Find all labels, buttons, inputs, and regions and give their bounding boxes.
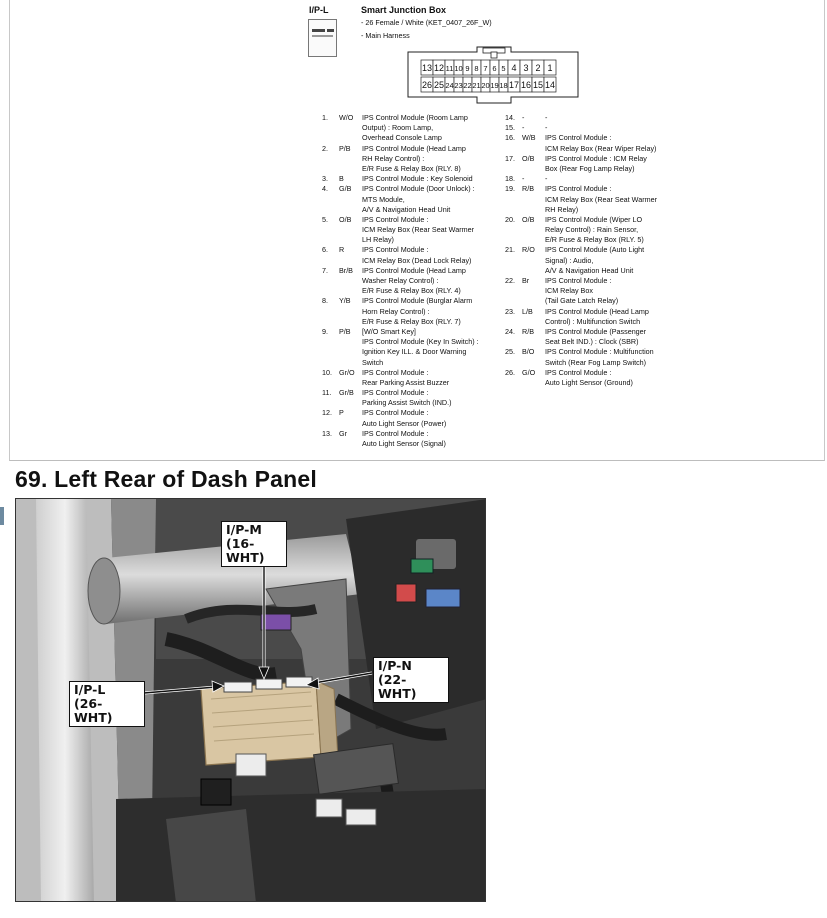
pin-row [322,154,507,164]
callout-ip-n [373,657,449,703]
pin-description: Auto Light Sensor (Power) [362,418,447,428]
pin-description: RH Relay) [545,204,579,214]
pin-row [505,307,695,317]
pin-number: 7 [483,64,488,73]
wire-color: Gr [339,428,347,438]
pin-description: A/V & Navigation Head Unit [362,204,451,214]
pin-row [322,133,507,143]
pin-num: 18. [505,174,515,184]
pin-num: 25. [505,347,515,357]
pin-number: 18 [499,81,508,90]
pin-num: 15. [505,123,515,133]
pin-row [322,429,507,439]
pin-description: Switch [362,357,384,367]
pin-row [322,123,507,133]
pin-description: IPS Control Module : [545,133,612,143]
wire-color: W/O [339,113,354,122]
pin-description: IPS Control Module : Key Solenoid [362,174,473,184]
pin-description: IPS Control Module (Wiper LO [545,214,643,224]
wire-color: - [522,174,525,184]
pin-description: IPS Control Module (Head Lamp [362,143,466,153]
pin-description: IPS Control Module : [545,184,612,194]
pin-num: 23. [505,306,515,316]
pin-description: Relay Control) : Rain Sensor, [545,225,639,235]
pin-row [322,164,507,174]
pin-description: Horn Relay Control) : [362,306,430,316]
pin-description: ICM Relay Box (Rear Seat Warmer [545,194,657,204]
pin-description: IPS Control Module : [545,367,612,377]
pin-description: IPS Control Module (Auto Light [545,245,645,255]
pin-table-right [505,113,695,388]
callout-ip-m [221,521,287,567]
pin-row [322,327,507,337]
pin-row [505,327,695,337]
pin-row [505,133,695,143]
pin-row [505,378,695,388]
pin-number: 9 [465,64,470,73]
page-edge-marker [0,507,4,525]
wire-color: G/B [339,184,352,194]
pin-description: ICM Relay Box (Rear Seat Warmer [362,225,474,235]
pin-num: 12. [322,408,332,418]
pin-description: IPS Control Module (Head Lamp [545,306,649,316]
pin-description: Parking Assist Switch (IND.) [362,398,452,408]
pin-num: 6. [322,245,328,255]
pin-number: 24 [445,81,454,90]
pin-row [322,225,507,235]
callout-ip-l [69,681,145,727]
pin-num: 5. [322,214,328,224]
pin-row [505,205,695,215]
pin-row [322,317,507,327]
pin-description: IPS Control Module : Multifunction [545,347,654,357]
pin-row [505,174,695,184]
pin-num: 20. [505,214,515,224]
pin-description: RH Relay Control) : [362,153,425,163]
connector-harness: - Main Harness [361,31,410,40]
pin-description: - [545,174,548,184]
pin-row [505,368,695,378]
wire-color: L/B [522,306,533,316]
pin-num: 1. [322,113,328,122]
pin-row [505,164,695,174]
pin-row [505,225,695,235]
connector-thumbnail-icon [308,19,337,57]
pin-row [322,235,507,245]
pin-number: 16 [520,80,532,90]
pin-num: 4. [322,184,328,194]
pin-description: Overhead Console Lamp [362,133,442,143]
pin-description: IPS Control Module (Head Lamp [362,265,466,275]
connector-face-diagram [407,46,579,104]
pin-number: 19 [490,81,499,90]
pin-row [322,286,507,296]
callout-ip-l-spec: (26-WHT) [74,696,113,725]
pin-number: 8 [474,64,479,73]
pin-description: IPS Control Module : [362,408,429,418]
pin-num: 9. [322,326,328,336]
pin-description: IPS Control Module : [362,245,429,255]
pin-description: Control) : Multifunction Switch [545,316,641,326]
pin-description: IPS Control Module (Passenger [545,326,647,336]
pin-num: 19. [505,184,515,194]
pin-number: 21 [472,81,481,90]
pin-row [322,408,507,418]
pin-row [505,347,695,357]
pin-number: 4 [511,63,517,73]
pin-row [322,195,507,205]
pin-row [505,337,695,347]
pin-number: 13 [421,63,433,73]
pin-description: Seat Belt IND.) : Clock (SBR) [545,337,639,347]
pin-description: Ignition Key ILL. & Door Warning [362,347,467,357]
pin-row [322,419,507,429]
pin-row [322,184,507,194]
wire-color: W/B [522,133,536,143]
pin-description: IPS Control Module (Room Lamp [362,113,468,122]
pin-description: MTS Module, [362,194,405,204]
pin-row [322,144,507,154]
pin-row [505,215,695,225]
pin-number: 10 [454,64,463,73]
pin-row [505,256,695,266]
pin-number: 1 [547,63,553,73]
pin-description: Output) : Room Lamp, [362,123,434,133]
pin-row [322,296,507,306]
pin-row [322,174,507,184]
pin-num: 24. [505,326,515,336]
callout-ip-l-id: I/P-L [74,682,106,697]
pin-number: 20 [481,81,490,90]
pin-description: (Tail Gate Latch Relay) [545,296,619,306]
pin-row [322,368,507,378]
pin-description: - [545,113,548,122]
wire-color: Y/B [339,296,351,306]
pin-description: LH Relay) [362,235,394,245]
pin-description: Signal) : Audio, [545,255,594,265]
dash-panel-photo [15,498,486,902]
pin-description: E/R Fuse & Relay Box (RLY. 4) [362,286,461,296]
connector-name: Smart Junction Box [361,5,447,15]
pin-num: 14. [505,113,515,122]
pin-number: 17 [508,80,520,90]
pin-num: 8. [322,296,328,306]
wire-color: Gr/O [339,367,355,377]
wire-color: B [339,174,344,184]
pin-number: 3 [523,63,529,73]
wire-color: Br [522,276,530,285]
pin-number: 6 [492,64,497,73]
pin-description: IPS Control Module : [362,367,429,377]
pin-description: IPS Control Module : [545,276,612,285]
wire-color: P/B [339,143,351,153]
pin-description: A/V & Navigation Head Unit [545,265,634,275]
pin-description: Washer Relay Control) : [362,276,439,285]
wire-color: R/O [522,245,535,255]
pin-num: 3. [322,174,328,184]
pin-description: [W/O Smart Key] [362,326,416,336]
pin-row [322,276,507,286]
wire-color: R [339,245,345,255]
pin-num: 26. [505,367,515,377]
pin-row [322,388,507,398]
pin-number: 15 [532,80,544,90]
pin-row [322,378,507,388]
pin-row [322,215,507,225]
pin-row [505,113,695,123]
wire-color: O/B [522,214,535,224]
pin-description: Auto Light Sensor (Signal) [362,439,446,448]
pin-num: 2. [322,143,328,153]
pin-number: 2 [535,63,541,73]
pin-num: 16. [505,133,515,143]
callout-ip-n-id: I/P-N [378,658,412,673]
pin-row [322,113,507,123]
wire-color: R/B [522,326,534,336]
pin-row [505,245,695,255]
pin-row [322,245,507,255]
pin-num: 22. [505,276,515,285]
pin-row [322,398,507,408]
connector-id: I/P-L [309,5,329,15]
pin-num: 17. [505,153,515,163]
wire-color: O/B [339,214,352,224]
pin-row [505,358,695,368]
pin-description: ICM Relay Box (Dead Lock Relay) [362,255,472,265]
wire-color: P [339,408,344,418]
pin-description: IPS Control Module : [362,428,429,438]
pin-description: IPS Control Module : ICM Relay [545,153,647,163]
pin-row [505,286,695,296]
wire-color: B/O [522,347,535,357]
pin-row [505,235,695,245]
pin-num: 10. [322,367,332,377]
pin-row [505,154,695,164]
pin-number: 25 [433,80,445,90]
pin-description: E/R Fuse & Relay Box (RLY. 8) [362,163,461,173]
pin-number: 12 [433,63,445,73]
pin-description: - [545,123,548,133]
pin-row [505,195,695,205]
pin-description: Auto Light Sensor (Ground) [545,377,633,387]
wire-color: - [522,113,525,122]
pin-row [505,296,695,306]
pin-number: 14 [544,80,556,90]
pin-description: IPS Control Module : [362,214,429,224]
pin-description: IPS Control Module : [362,388,429,398]
wire-color: P/B [339,326,351,336]
pin-number: 26 [421,80,433,90]
pin-number: 22 [463,81,472,90]
pin-description: IPS Control Module (Door Unlock) : [362,184,475,194]
pin-row [505,317,695,327]
pin-row [322,358,507,368]
wire-color: - [522,123,525,133]
callout-ip-m-spec: (16-WHT) [226,536,265,565]
pin-row [505,276,695,286]
wire-color: Gr/B [339,388,354,398]
pin-table-left [322,113,507,449]
pin-num: 11. [322,388,332,398]
pin-num: 13. [322,428,332,438]
pin-row [322,439,507,449]
pin-row [322,205,507,215]
pin-row [322,337,507,347]
pin-row [505,123,695,133]
wire-color: G/O [522,367,536,377]
callout-ip-m-id: I/P-M [226,522,262,537]
pin-row [505,144,695,154]
pin-row [322,266,507,276]
wire-color: R/B [522,184,534,194]
pin-description: ICM Relay Box [545,286,593,296]
pin-description: Box (Rear Fog Lamp Relay) [545,163,635,173]
pin-number: 23 [454,81,463,90]
pin-num: 7. [322,265,328,275]
callout-ip-n-spec: (22-WHT) [378,672,417,701]
pin-row [322,256,507,266]
pin-row [505,184,695,194]
pin-num: 21. [505,245,515,255]
pin-number: 5 [501,64,506,73]
pin-number: 11 [445,64,454,73]
pin-description: ICM Relay Box (Rear Wiper Relay) [545,143,657,153]
pin-row [322,347,507,357]
wire-color: O/B [522,153,535,163]
pin-row [322,307,507,317]
section-title: 69. Left Rear of Dash Panel [15,466,317,492]
pin-description: E/R Fuse & Relay Box (RLY. 5) [545,235,644,245]
pin-row [505,266,695,276]
pin-description: IPS Control Module (Key In Switch) : [362,337,479,347]
connector-spec: - 26 Female / White (KET_0407_26F_W) [361,18,492,27]
pin-description: IPS Control Module (Burglar Alarm [362,296,473,306]
wire-color: Br/B [339,265,353,275]
pin-description: Switch (Rear Fog Lamp Switch) [545,357,647,367]
pin-description: Rear Parking Assist Buzzer [362,377,450,387]
pin-description: E/R Fuse & Relay Box (RLY. 7) [362,316,461,326]
